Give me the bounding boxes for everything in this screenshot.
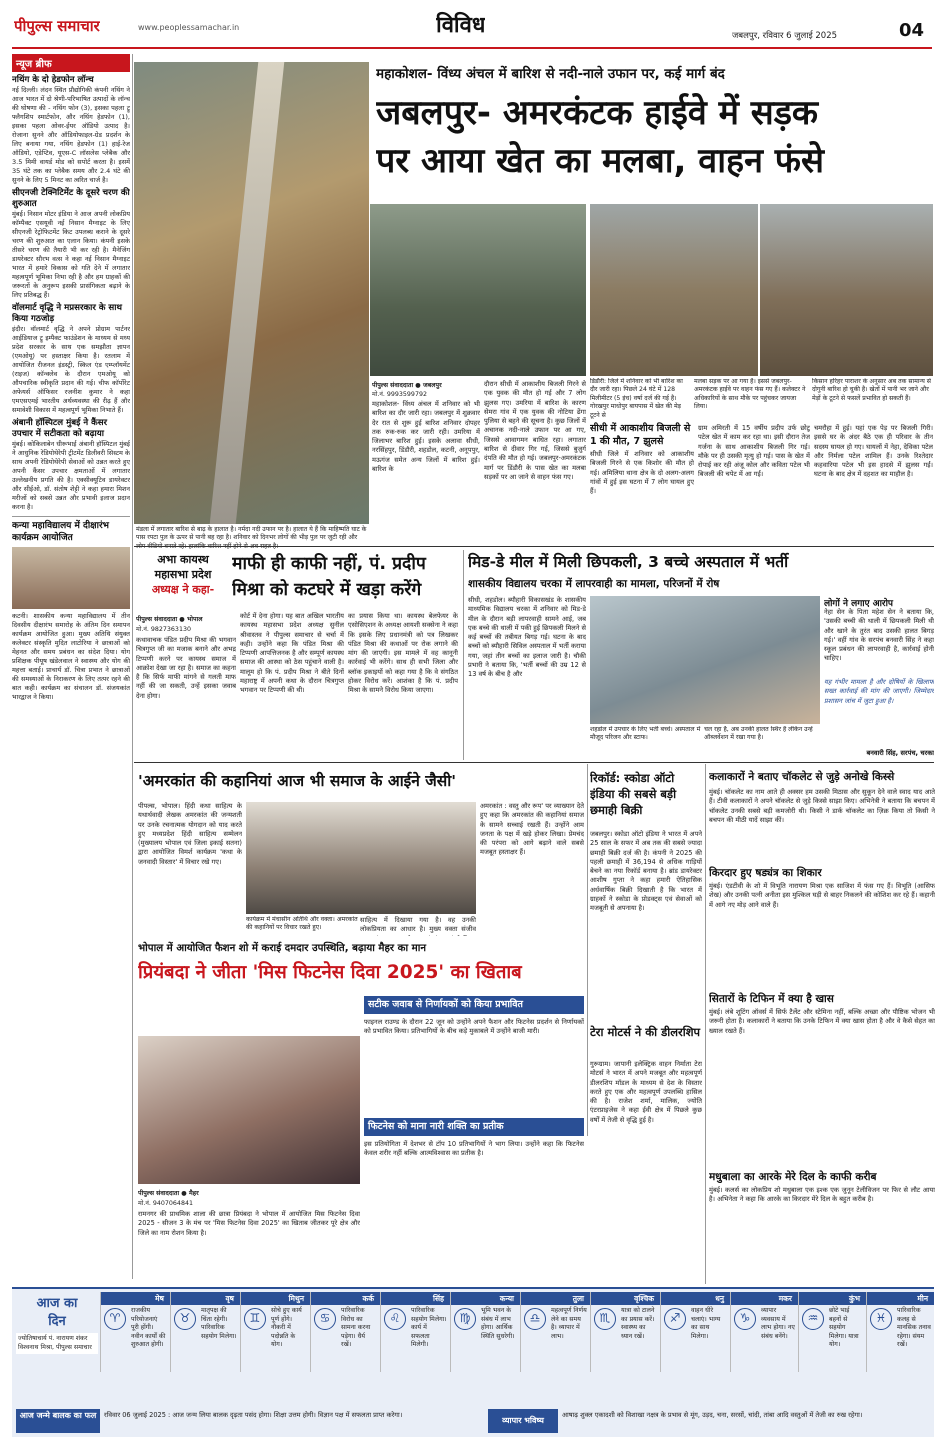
rashi-name: मकर: [731, 1292, 798, 1305]
amarkant-photo-caption: कार्यक्रम में मंचासीन अतिथि और वक्ता। अमरकांत की कहानियों पर विचार रखते हुए।: [246, 916, 358, 936]
artists-headline: कलाकारों ने बताए चॉकलेट से जुड़े अनोखे किस्से: [709, 771, 895, 783]
gemini-icon: ♊: [244, 1308, 266, 1330]
side-kicker-1: अभा कायस्थ: [157, 553, 209, 566]
horoscope-title-2: दिन: [48, 1314, 66, 1329]
rashi-text: सोचे हुए कार्य पूर्ण होंगे। नौकरी में पदोन्नति के योग।: [271, 1307, 302, 1349]
midday-side-quote: यह गंभीर मामला है और दोषियों के खिलाफ सख्त कार्रवाई की मांग की जाएगी। जिम्मेदार प्रशासन जांच में जुटा हुआ है।: [824, 678, 934, 705]
rashi-text: राजकीय परियोजनाएं पूरी होंगी। नवीन कार्यों की शुरुआत होगी।: [131, 1307, 166, 1349]
horoscope-panchang: ज्योतिषाचार्य पं. नारायण शंकर विश्वनाथ मिश्रा, पीपुल्स समाचार: [16, 1333, 98, 1354]
child-text: रविवार 06 जुलाई 2025 : आज जन्म लिया बालक दृढ़ता पसंद होगा। शिक्षा उत्तम होगी। विज्ञान पक्ष में सफलता प्राप्त करेगा।: [104, 1411, 403, 1419]
fitness-photo-body: रामनगर की प्राथमिक शाला की छात्रा प्रियंबदा ने भोपाल में आयोजित मिस फिटनेस दिवा 2025 - सीजन 3 के मंच पर 'मिस फिटनेस दिवा 2025' का खिताब जीतकर पूरे क्षेत्र और जिले का नाम रोशन किया है।: [138, 1210, 360, 1237]
lead-bottom-rule: [134, 546, 934, 547]
rashi-name: मीन: [867, 1292, 934, 1305]
byline-name: पीपुल्स संवाददाता: [136, 616, 178, 623]
side-kicker-2: महासभा प्रदेश: [154, 568, 212, 581]
brief-item: [12, 188, 130, 300]
rashi-name: वृश्चिक: [591, 1292, 660, 1305]
fitness-byline: पीपुल्स संवाददाता ● मैहर: [138, 1190, 199, 1197]
lead-col-2: दौरान सीधी में आकाशीय बिजली गिरने से एक युवक की मौत हो गई और 7 लोग झुलस गए। उमरिया में बारिश के कारण सेमरा गांव में एक युवक की नोटिया ढेंगा पुलिया से बहने की सूचना है। कुछ जिलों में अचानक नदी-नाले उफान पर आ गए, जिससे आवागमन बाधित रहा। लगातार बारिश से दीवार गिर गई, जिससे बुजुर्ग दंपति की मौत हो गई। जबलपुर-अमरकंटक मार्ग पर डिंडौरी के पास खेत का मलबा सड़कों पर आ जाने से वाहन फंस गए।: [484, 380, 586, 481]
rashi-kanya: [450, 1292, 520, 1372]
rashi-text: यात्रा को टालने का प्रयास करें। स्वास्थ्य का ध्यान रखें।: [621, 1307, 655, 1340]
lead-col-5: चमरौहा में हुई। यहां एक पेड़ पर बिजली गिरी। इससे घर के अंदर बैठे एक ही परिवार के तीन सदस्य घायल हो गए। घायलों में नेहा, देविका पटेल और निर्मला पटेल शामिल हैं। उनके रिश्तेदार कहवारिया पटेल भी इस हादसे में झुलस गईं। घटना के बाद क्षेत्र में दहशत का माहौल है।: [814, 424, 933, 479]
hospital-photo: [590, 596, 820, 724]
brief-body: इंदौर। वॉलमार्ट वृद्धि ने अपने प्रोग्राम पार्टनर आईडियाज ट्रू इम्पैक्ट फाउंडेशन के माध्यम से मध्य प्रदेश सरकार के साथ एक समझौता ज्ञापन (एमओयू) पर हस्ताक्षर किया है। रतलाम में आयोजित रीजनल इंडस्ट्री, स्किल एंड एम्प्लॉयमेंट (राइज) कॉन्क्लेव के दौरान एमओयू को औपचारिक स्वीकृति प्रदान की गई। चीफ कॉर्पोरेट अफेयर्स ऑफिसर रजनीश कुमार ने कहा एमएसएमई भारतीय अर्थव्यवस्था की रीढ़ हैं और समावेशी विकास में महत्वपूर्ण भूमिका निभाते हैं।: [12, 325, 130, 414]
rashi-kark: [310, 1292, 380, 1372]
sagittarius-icon: ♐: [664, 1308, 686, 1330]
artists-sub3: सितारों के टिफिन में क्या है खास: [709, 993, 834, 1005]
college-photo: [12, 547, 130, 609]
rashi-name: धनु: [661, 1292, 730, 1305]
rashi-mesh: [100, 1292, 170, 1372]
column-divider: [705, 764, 706, 1284]
lead-headline-line1: जबलपुर- अमरकंटक हाईवे में सड़क: [376, 93, 819, 133]
masthead: [0, 0, 945, 50]
brief-title: सीएनजी टेक्निटिमेंट के दूसरे चरण की शुरुआत: [12, 188, 130, 209]
tera-body: गुरूग्राम। जापानी इलेक्ट्रिक वाहन निर्माता टेरा मोटर्स ने भारत में अपने मजबूत और महत्वपूर्ण डीलरशिप मॉडल के माध्यम से देश के विस्तार करते हुए एक और महत्वपूर्ण उपलब्धि हासिल की है। राजेश शर्मा, मालिक, ज्योति एंटरप्राइजेस ने कहा ईवी क्षेत्र में पिछले कुछ वर्षों में तेजी से वृद्धि हुई है।: [590, 1060, 702, 1124]
pradeep-col-1: कथावाचक पंडित प्रदीप मिश्रा की भगवान चित्रगुप्त जी का मजाक बनाने और अभद्र टिप्पणी करने पर कायस्थ समाज में आक्रोश देखा जा रहा है। समाज का कहना है कि सिर्फ माफी मांगने से गलती माफ नहीं की जा सकती, उन्हें इसका जवाब देना होगा।: [136, 636, 236, 700]
pradeep-side-kicker: [136, 552, 230, 610]
horoscope-title-box: [16, 1293, 98, 1403]
lead-col-4: ग्राम अमिरती में 15 वर्षीय प्रदीप उर्फ छोटू पटेल खेत में काम कर रहा था। इसी दौरान तेज गर्जना के साथ आकाशीय बिजली गिर गई। मौके पर ही उसकी मृत्यु हो गई। पास के खेत में रोपाई कर रही अंजू कोल और कविता पटेल भी बिजली की चपेट में आ गईं।: [698, 424, 810, 479]
lead-col-3: सीधी जिले में शनिवार को आकाशीय बिजली गिरने से एक किशोर की मौत हो गई। अमिलिया थाना क्षेत्र के दो अलग-अलग गांवों में हुई इस घटना में 7 लोग घायल हुए हैं।: [590, 450, 694, 496]
college-title: कन्या महाविद्यालय में दीक्षारंभ कार्यक्रम आयोजित: [12, 516, 130, 544]
libra-icon: ♎: [524, 1308, 546, 1330]
midday-side-name: बनवारी सिंह, सरपंच, चरका: [866, 749, 934, 757]
brief-item: [12, 418, 130, 512]
rashi-name: तुला: [521, 1292, 590, 1305]
midday-col-1: सीधी, शहडोल। ब्यौहारी विकासखंड के शासकीय माध्यमिक विद्यालय चरका में शनिवार को मिड-डे मील के दौरान बड़ी लापरवाही सामने आई, जब एक बच्चे की थाली में पकी हुई छिपकली मिलने से कई बच्चों की तबीयत बिगड़ गई। घटना के बाद बच्चों को ब्यौहारी सिविल अस्पताल में भर्ती कराया गया, जहां तीन बच्चों का इलाज जारी है। चौकी प्रभारी ने बताया कि, 'भर्ती बच्चों की उम्र 12 से 13 वर्ष के बीच है और: [468, 596, 586, 679]
midday-headline: मिड-डे मील में मिली छिपकली, 3 बच्चे अस्पताल में भर्ती: [468, 553, 789, 571]
lead-subhead: सीधी में आकाशीय बिजली से 1 की मौत, 7 झुलसे: [590, 423, 691, 447]
masthead-date: जबलपुर, रविवार 6 जुलाई 2025: [732, 31, 838, 41]
rashi-singh: [380, 1292, 450, 1372]
artists-body: मुंबई। चॉकलेट का नाम आते ही अक्सर हम उसकी मिठास और सुकून देने वाले स्वाद याद आते हैं। टीवी कलाकारों ने अपने चॉकलेट से जुड़े किस्से साझा किए। अभिनेत्री ने बताया कि बचपन में चॉकलेट उनकी सबसे बड़ी कमजोरी थी। किसी ने डार्क चॉकलेट का ज़िक्र किया तो किसी ने बचपन की मीठी यादें साझा कीं।: [709, 788, 935, 824]
rashi-text: छोटे भाई बहनों से सहयोग मिलेगा। यात्रा योग।: [829, 1307, 859, 1349]
column-divider: [587, 764, 588, 1136]
column-divider: [132, 54, 133, 1279]
rashi-makar: [730, 1292, 798, 1372]
rashi-text: पारिवारिक कलह से मानसिक तनाव रहेगा। संयम रखें।: [897, 1307, 931, 1349]
rashi-dhanu: [660, 1292, 730, 1372]
pradeep-mobile: मो.नं. 9827363130: [136, 626, 191, 633]
fitness-sub1: सटीक जवाब से निर्णायकों को किया प्रभावित: [364, 996, 584, 1014]
rashi-mithun: [240, 1292, 310, 1372]
amarkant-headline: 'अमरकांत की कहानियां आज भी समाज के आईने जैसी': [138, 772, 457, 790]
rashi-text: व्यापार व्यवसाय में लाभ होगा। नए संबंध बनेंगे।: [761, 1307, 795, 1340]
rashi-name: मिथुन: [241, 1292, 310, 1305]
aquarius-icon: ♒: [802, 1308, 824, 1330]
lead-byline: पीपुल्स संवाददाता ● जबलपुर: [372, 382, 442, 389]
section-title: विविध: [436, 13, 486, 38]
mud-road-photo-2: [760, 204, 933, 376]
column-divider: [463, 550, 464, 760]
byline-city: मैहर: [188, 1190, 199, 1197]
business-text: आषाढ़ शुक्ल एकादशी को विशाखा नक्षत्र के प्रभाव से मूंग, उड़द, चना, सरसों, चांदी, तांबा आदि वस्तुओं में तेजी का रुख रहेगा।: [562, 1411, 863, 1419]
artists-sub2: किरदार हुए षड्यंत्र का शिकार: [709, 867, 822, 879]
byline-name: पीपुल्स संवाददाता: [372, 382, 414, 389]
byline-city: भोपाल: [186, 616, 203, 623]
horoscope-title-1: आज का: [36, 1296, 78, 1311]
rashi-text: वाहन धीरे चलाएं। भाग्य का साथ मिलेगा।: [691, 1307, 721, 1340]
page-number: 04: [899, 20, 925, 41]
rashi-meen: [866, 1292, 934, 1372]
side-kicker-3: अध्यक्ष ने कहा-: [151, 583, 215, 596]
lead-kicker: महाकोशल- विंध्य अंचल में बारिश से नदी-नाले उफान पर, कई मार्ग बंद: [376, 66, 725, 82]
rain-people-photo: [370, 204, 586, 376]
child-label: आज जन्मे बालक का फल: [16, 1409, 100, 1433]
rashi-kumbh: [798, 1292, 866, 1372]
artists-sub4: मधुबाला का आरके मेरे दिल के काफी करीब: [709, 1171, 877, 1183]
byline-name: पीपुल्स संवाददाता: [138, 1190, 180, 1197]
fitness-mobile: मो.नं. 9407064841: [138, 1200, 193, 1207]
rashi-tula: [520, 1292, 590, 1372]
rashi-vrish: [170, 1292, 240, 1372]
fitness-sub2: फिटनेस को माना नारी शक्ति का प्रतीक: [364, 1118, 584, 1136]
rashi-text: पारिवारिक सहयोग मिलेगा। कार्य में सफलता मिलेगी।: [411, 1307, 447, 1349]
rashi-name: वृष: [171, 1292, 240, 1305]
amarkant-col-1: पीपल्स, भोपाल। हिंदी कथा साहित्य के यथार्थवादी लेखक अमरकांत की जन्मशती पर उनके रचनात्मक योगदान को याद करते हुए मध्यप्रदेश हिंदी साहित्य सम्मेलन (मुख्यालय भोपाल एवं जिला इकाई सतना) द्वारा आयोजित विमर्श कार्यक्रम 'कथा के जनवादी विस्तार' में विचार रखे गए।: [138, 802, 242, 866]
pradeep-headline-line1: माफी ही काफी नहीं, पं. प्रदीप: [232, 554, 426, 574]
artists-sub3-body: मुंबई। लंबे शूटिंग ऑवर्स में सिर्फ टैलेंट और स्टेमिना नहीं, बल्कि अच्छा और पौष्टिक भोजन भी जरूरी होता है। कलाकारों ने बताया कि उनके टिफिन में क्या खास होता है और वे कैसे सेहत का ख्याल रखते हैं।: [709, 1008, 935, 1035]
rashi-text: मातृपक्ष की चिंता रहेगी। पारिवारिक सहयोग मिलेगा।: [201, 1307, 237, 1340]
rashi-text: भूमि भवन के संबंध में लाभ होगा। आर्थिक स्थिति सुधरेगी।: [481, 1307, 515, 1340]
fitness-headline: प्रियंबदा ने जीता 'मिस फिटनेस दिवा 2025' का खिताब: [138, 962, 522, 983]
rashi-name: कुंभ: [799, 1292, 866, 1305]
rashi-name: मेष: [101, 1292, 170, 1305]
leo-icon: ♌: [384, 1308, 406, 1330]
artists-sub2-body: मुंबई। एंडटीवी के शो में विभूति नारायण मिश्रा एक साजिश में फंस गए हैं। विभूति (आसिफ शेख) और उनकी पत्नी अनीता इस मुश्किल घड़ी से बाहर निकलने की कोशिश कर रहे हैं। कहानी में आगे नए मोड़ आने वाले हैं।: [709, 882, 935, 909]
cancer-icon: ♋: [314, 1308, 336, 1330]
mud-photo-caption-1: डिंडौरी: जिले में शनिवार को भी बारिश का दौर जारी रहा। पिछले 24 घंटे में 128 मिलीमीटर (5 इंच) वर्षा दर्ज की गई है। गोरखपुर माधोपुर बायपास में खेत की मेड़ टूटने से: [590, 378, 692, 420]
lead-headline-line2: पर आया खेत का मलबा, वाहन फंसे: [376, 141, 824, 181]
masthead-logo: पीपुल्स समाचार: [14, 17, 100, 35]
brief-item: [12, 303, 130, 415]
rashi-text: पारिवारिक विरोध का सामना करना पड़ेगा। धैर्य रखें।: [341, 1307, 371, 1349]
brief-body: नई दिल्ली। लंदन स्थित प्रौद्योगिकी कंपनी नथिंग ने आज भारत में दो श्रेणी-परिभाषित उत्पादों के लॉन्च की घोषणा की - नथिंग फोन (3), इसका पहला ट्रू फ्लैगशिप स्मार्टफोन, और नथिंग हेडफोन (1), इसका पहला ओवर-ईयर ऑडियो उत्पाद है। रोजाना सुनने और ऑडियोफाइल-ग्रेड प्रदर्शन के लिए बनाया गया, नथिंग हेडफोन (1) हाई-रेज ऑडियो, एडेप्टिव, यूएस-C लॉसलेस प्लेबैक और 3.5 मिमी वायर्ड मोड को सपोर्ट करता है। इसमें 35 घंटे तक का प्लेबैक समय और 2.4 घंटे की सुनने के लिए 5 मिनट का त्वरित चार्ज है।: [12, 86, 130, 184]
fitness-photo: [138, 1036, 360, 1184]
rashi-name: सिंह: [381, 1292, 450, 1305]
section-rule: [134, 762, 934, 763]
college-body: कटनी। शासकीय कन्या महाविद्यालय में तीन दिवसीय दीक्षारंभ समारोह के अंतिम दिन समापन कार्यक्रम आयोजित हुआ। मुख्य अतिथि संयुक्त कलेक्टर संस्कृति मुदित लाटोरिया ने छात्राओं को मेहनत और समय प्रबंधन का संदेश दिया। योग प्रशिक्षक पीयूष खंडेलवाल ने स्वास्थ्य और योग की महत्ता बताई। प्राचार्य डॉ. चित्रा प्रभात ने छात्राओं की समस्याओं के निराकरण के लिए तत्पर रहने की बात कही। कार्यक्रम का संचालन डॉ. संजयकांत भारद्वाज ने किया।: [12, 612, 130, 701]
masthead-url: www.peoplessamachar.in: [138, 23, 240, 32]
midday-side-head: लोगों ने लगाए आरोप: [824, 599, 894, 609]
pradeep-byline: पीपुल्स संवाददाता ● भोपाल: [136, 616, 203, 623]
brief-title: अंबानी हॉस्पिटल मुंबई ने कैंसर उपचार में सटीकता को बढ़ाया: [12, 418, 108, 439]
aries-icon: ♈: [104, 1308, 126, 1330]
rashi-vrishchik: [590, 1292, 660, 1372]
amarkant-event-photo: [246, 802, 476, 914]
skoda-body: जबलपुर। स्कोडा ऑटो इंडिया ने भारत में अपने 25 साल के सफर में अब तक की सबसे ज्यादा छमाही बिक्री दर्ज की है। कंपनी ने 2025 की पहली छमाही में 36,194 से अधिक गाड़ियों बेचने का नया रिकॉर्ड बनाया है। ब्रांड डायरेक्टर आशीष गुप्ता ने कहा हमारी ऐतिहासिक अर्धवार्षिक बिक्री दिखाती है कि भारत में ग्राहकों ने स्कोडा के प्रोडक्ट्स एवं सेवाओं को मजबूती से अपनाया है।: [590, 830, 702, 913]
hospital-photo-caption-2: चल रहा है, अब उनकी हालत स्थिर है लेकिन उन्हें ऑब्जर्वेशन में रखा गया है।: [704, 726, 820, 758]
fitness-sub2-body: इस प्रतियोगिता में देशभर से टॉप 10 प्रतिभागियों ने भाग लिया। उन्होंने कहा कि फिटनेस केवल शरीर नहीं बल्कि आत्मविश्वास का प्रतीक है।: [364, 1140, 584, 1158]
flood-bridge-photo: [134, 62, 369, 524]
news-brief-column: [12, 54, 130, 1280]
mud-photo-caption-2: मलबा सड़क पर आ गया है। इससे जबलपुर-अमरकंटक हाईवे पर वाहन फंस गए हैं। कलेक्टर ने अधिकारियों के साथ मौके पर पहुंचकर जायजा लिया।: [694, 378, 810, 420]
skoda-headline: रिकॉर्ड: स्कोडा ऑटो इंडिया की सबसे बड़ी छमाही बिक्री: [590, 771, 677, 817]
amarkant-col-2: अमरकांत : वस्तु और रूप' पर व्याख्यान देते हुए कहा कि अमरकांत की कहानियां समाज के सामने सच्चाई रखती हैं। उन्होंने आम जनता के पक्ष में खड़े होकर लिखा। प्रेमचंद की परंपरा को आगे बढ़ाने वाले सबसे मजबूत हस्ताक्षर हैं।: [480, 802, 584, 857]
midday-subhead: शासकीय विद्यालय चरका में लापरवाही का मामला, परिजनों में रोष: [468, 578, 720, 590]
amarkant-under-photo: साहित्य में दिखाया गया है। वह उनकी लोकप्रियता का आधार है। मुख्य वक्ता संजीव: [360, 916, 476, 934]
flood-photo-caption: मंडला में लगातार बारिश से बाढ़ के हालात है। नर्मदा नदी उफान पर है। हालात ये हैं कि माहिष्मति घाट के पास रपटा पुल के ऊपर से पानी बह रहा है। शनिवार को दिनभर लोगों की भीड़ पुल पर जुटी रही और: [134, 524, 369, 558]
mud-photo-caption-3: किसान हरिहर पाराशर के अनुसार अब तक सामान्य से दोगुनी बारिश हो चुकी है। खेतों में पानी भर जाने और मेड़ों के टूटने से फसलें प्रभावित हो सकती हैं।: [812, 378, 933, 420]
virgo-icon: ♍: [454, 1308, 476, 1330]
lead-mobile: मो.नं. 9993599792: [372, 391, 427, 398]
fitness-kicker: भोपाल में आयोजित फैशन शो में कराई दमदार उपस्थिति, बढ़ाया मैहर का मान: [138, 943, 427, 954]
brief-title: नथिंग के दो हेडफोन लॉन्च: [12, 75, 94, 85]
rashi-name: कन्या: [451, 1292, 520, 1305]
midday-side-body: नेहा सेन के पिता महेश सेन ने बताया कि, 'उसकी बच्ची की थाली में छिपकली मिली थी और खाने के तुरंत बाद उसकी हालत बिगड़ गई।' वहीं गांव के सरपंच बनवारी सिंह ने कहा स्कूल प्रबंधन की लापरवाही है, कार्रवाई होनी चाहिए।: [824, 608, 934, 663]
pradeep-headline-line2: मिश्रा को कटघरे में खड़ा करेंगे: [232, 580, 422, 600]
hospital-photo-caption: शहडोल में उपचार के लिए भर्ती बच्चे। अस्पताल में मौजूद परिजन और स्टाफ।: [590, 726, 702, 758]
brief-body: मुंबई। निसान मोटर इंडिया ने आज अपनी लोकप्रिय कॉम्पैक्ट एसयूवी नई निसान मैग्नाइट के लिए सीएनजी रेट्रोफिटमेंट किट उपलब्ध कराने के दूसरे चरण की शुरुआत का एलान किया। कंपनी इसके तीसरे चरण की तैयारी भी कर रही है। मैनेजिंग डायरेक्टर सौरभ वत्स ने कहा नई निसान मैग्नाइट भारत में हमारे विकास को गति देने में लगातार महत्वपूर्ण भूमिका निभा रही है और हम ग्राहकों की जरूरतों के अनुरूप इसकी प्रासंगिकता बढ़ाने के लिए प्रतिबद्ध हैं।: [12, 210, 130, 299]
mud-road-photo-1: [590, 204, 758, 376]
tera-headline: टेरा मोटर्स ने की डीलरशिप: [590, 1025, 701, 1039]
brief-body: मुंबई। कोकिलाबेन धीरूभाई अंबानी हॉस्पिटल मुंबई ने आधुनिक रेडियोथेरेपी ट्रीटमेंट डिलीवरी सिस्टम के साथ अपनी रेडियोथेरेपी सेवाओं को उन्नत करते हुए अपनी कैंसर उपचार क्षमताओं में लगातार उल्लेखनीय प्रगति की है। एक्सीक्यूटिव डायरेक्टर और सीईओ, डॉ. संतोष शेट्टी ने कहा हमारा मिशन मरीजों को सबसे उन्नत और प्रभावी इलाज प्रदान करना है।: [12, 440, 130, 511]
artists-sub4-body: मुंबई। कलर्स का लोकप्रिय शो मधुबाला एक इश्क एक जुनून टेलीविजन पर फिर से लौट आया है। अभिनेता ने कहा कि आरके का किरदार मेरे दिल के बहुत करीब है।: [709, 1186, 935, 1204]
fitness-sub1-body: फाइनल राउण्ड के दौरान 22 जून को उन्होंने अपने फैशन और फिटनेस प्रदर्शन से निर्णायकों को प्रभावित किया। प्रतिभागियों के बीच कड़े मुकाबले में उन्होंने बाजी मारी।: [364, 1018, 584, 1036]
rashi-name: कर्क: [311, 1292, 380, 1305]
scorpio-icon: ♏: [594, 1308, 616, 1330]
pisces-icon: ♓: [870, 1308, 892, 1330]
byline-city: जबलपुर: [422, 382, 442, 389]
pradeep-col-2: कोर्ट में देना होगा। यह बात अखिल भारतीय कायस्थ महासभा प्रदेश अध्यक्ष सुनील श्रीवास्तव ने पीपुल्स समाचार से चर्चा में कही। उन्होंने कहा कि पंडित मिश्रा की टिप्पणी आपत्तिजनक है और सम्पूर्ण कायस्थ समाज की आस्था को ठेस पहुंचाने वाली है। मालूम हो कि पं. प्रदीप मिश्रा ने बीते दिनों महाराष्ट्र में अपनी कथा के दौरान चित्रगुप्त भगवान पर टिप्पणी की थी।: [240, 612, 344, 695]
brief-title: वॉलमार्ट वृद्धि ने मप्रसरकार के साथ किया गठजोड़: [12, 303, 122, 324]
business-label: व्यापार भविष्य: [488, 1409, 558, 1433]
masthead-rule: [12, 47, 932, 49]
capricorn-icon: ♑: [734, 1308, 756, 1330]
lead-col-1: महाकोशल- विंध्य अंचल में शनिवार को भी बारिश का दौर जारी रहा। जबलपुर में शुक्रवार देर रात से शुरू हुई बारिश शनिवार दोपहर तक रुक-रुक कर जारी रही। उमरिया में जिलाभर बारिश हुई। इसके अलावा सीधी, नरसिंहपुर, डिंडौरी, शहडोल, कटनी, अनूपपुर, मऊगंज समेत अन्य जिलों में बारिश हुई। बारिश के: [372, 400, 480, 474]
pradeep-col-3: का प्रयास किया था। कायस्थ बेलफेयर के एसोसिएशन के अध्यक्ष आयशी सक्सेना ने कहा कि इसके लिए प्रधानमंत्री को पत्र लिखकर पंडित मिश्रा की कथाओं पर रोक लगाने की मांग की जाएगी। इस मामले में वह कानूनी कार्रवाई भी करेंगे। साथ ही सभी जिला और ब्लॉक इकाइयों को कहा गया है कि वे संगठित होकर विरोध करें। आशंका है कि पं. प्रदीप मिश्रा के सामने विरोध किया जाएगा।: [348, 612, 458, 695]
taurus-icon: ♉: [174, 1308, 196, 1330]
news-brief-label: न्यूज ब्रीफ: [12, 54, 130, 72]
bridge-road: [210, 62, 285, 524]
rashi-text: महत्वपूर्ण निर्णय लेने का समय है। व्यापार में लाभ।: [551, 1307, 587, 1340]
brief-item: [12, 75, 130, 185]
